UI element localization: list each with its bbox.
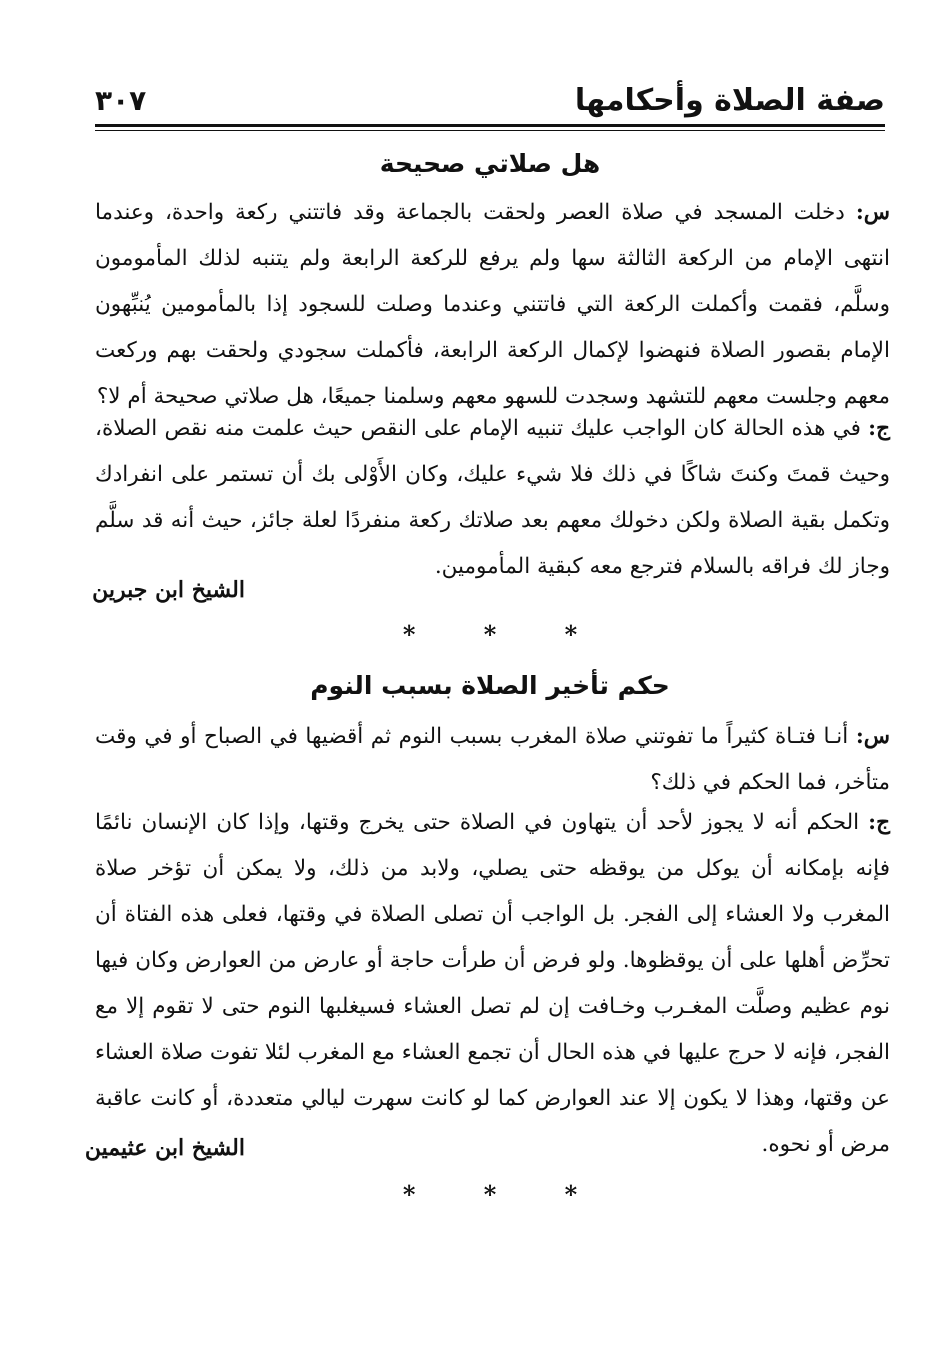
separator-1: * * * [402, 620, 608, 649]
header-rule-thin [95, 130, 885, 131]
question-2-text: أنـا فتـاة كثيراً ما تفوتني صلاة المغرب بسبب النوم ثم أقضيها في الصباح أو في وقت متأخر، فما الحكم في ذلك؟ [95, 724, 890, 795]
question-1-lead: س: [855, 200, 890, 225]
answer-1 [95, 406, 890, 590]
page-number: ٣٠٧ [95, 84, 147, 117]
running-header [95, 78, 885, 126]
attribution-2: الشيخ ابن عثيمين [84, 1135, 245, 1161]
running-header-title: صفة الصلاة وأحكامها [574, 83, 885, 118]
question-2 [95, 714, 890, 806]
answer-2-lead: ج: [868, 810, 890, 835]
answer-1-lead: ج: [868, 416, 890, 441]
section-title-2: حكم تأخير الصلاة بسبب النوم [310, 671, 670, 700]
attribution-1: الشيخ ابن جبرين [92, 577, 245, 603]
question-1-text: دخلت المسجد في صلاة العصر ولحقت بالجماعة وقد فاتتني ركعة واحدة، وعندما انتهى الإمام من الركعة الثالثة سها ولم يرفع للركعة الرابعة ولم يتنبه لذلك المأمومون وسلَّم، فقمت وأكملت الركعة التي فاتتني وعندما وصلت للسجود إذا بالمأمومين يُنبِّهون الإمام بقصور الصلاة فنهضوا لإكمال الركعة الرابعة، فأكملت سجودي ولحقت بهم وركعت معهم وجلست معهم للتشهد وسجدت للسهو معهم وسلمنا جميعًا، هل صلاتي صحيحة أم لا؟ [95, 200, 890, 409]
header-rule [95, 124, 885, 127]
answer-2 [95, 800, 890, 1168]
question-2-lead: س: [855, 724, 890, 749]
answer-1-text: في هذه الحالة كان الواجب عليك تنبيه الإمام على النقص حيث علمت منه نقص الصلاة، وحيث قمتَ وكنتَ شاكًا في ذلك فلا شيء عليك، وكان الأَوْلى بك أن تستمر على انفرادك وتكمل بقية الصلاة ولكن دخولك معهم بعد صلاتك ركعة منفردًا لعلة جائز، حيث أنه قد سلَّم وجاز لك فراقه بالسلام فترجع معه كبقية المأمومين. [95, 416, 890, 579]
separator-2: * * * [402, 1180, 608, 1209]
question-1 [95, 190, 890, 420]
section-title-1: هل صلاتي صحيحة [379, 149, 601, 178]
answer-2-text: الحكم أنه لا يجوز لأحد أن يتهاون في الصلاة حتى يخرج وقتها، وإذا كان الإنسان نائمًا فإنه بإمكانه أن يوكل من يوقظه حتى يصلي، ولابد من ذلك، ولا يمكن أن تؤخر صلاة المغرب ولا العشاء إلى الفجر. بل الواجب أن تصلى الصلاة في وقتها، فعلى هذه الفتاة أن تحرِّض أهلها على أن يوقظوها. ولو فرض أن طرأت حاجة أو عارض من العوارض وكان فيها نوم عظيم وصلَّت المغـرب وخـافت إن لم تصل العشاء فسيغلبها النوم حتى لا تقوم إلا مع الفجر، فإنه لا حرج عليها في هذه الحال أن تجمع العشاء مع المغرب لئلا تفوت صلاة العشاء عن وقتها، وهذا لا يكون إلا عند العوارض كما لو كانت سهرت ليالي متعددة، أو كانت عاقبة مرض أو نحوه. [95, 810, 890, 1157]
